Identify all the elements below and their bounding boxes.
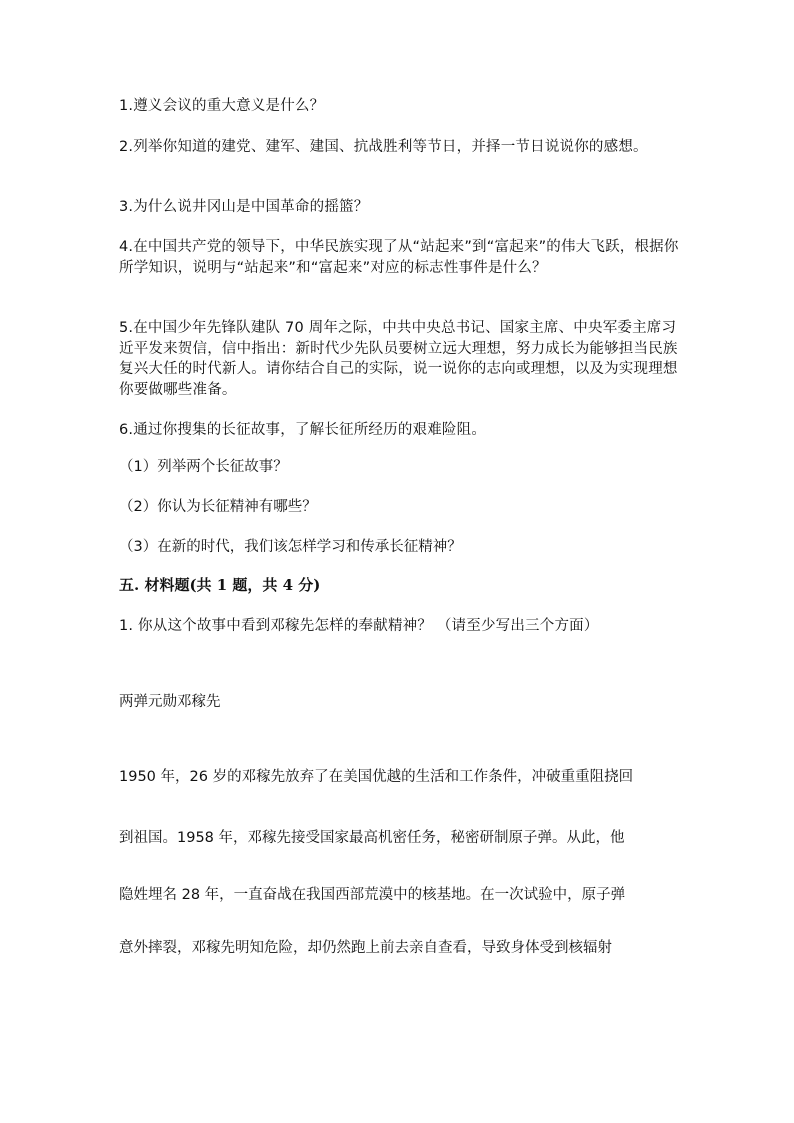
story-line-3: 隐姓埋名 28 年，一直奋战在我国西部荒漠中的核基地。在一次试验中，原子弹 [119, 887, 626, 903]
question-5: 5.在中国少年先锋队建队 70 周年之际，中共中央总书记、国家主席、中央军委主席习近平发来贺信，信中指出：新时代少先队员要树立远大理想，努力成长为能够担当民族复兴大任的时代新人。请你结合自己的实际，说一说你的志向或理想，以及为实现理想你要做哪些准备。 [119, 320, 678, 398]
question-4: 4.在中国共产党的领导下，中华民族实现了从“站起来”到“富起来”的伟大飞跃，根据你所学知识，说明与“站起来”和“富起来”对应的标志性事件是什么？ [119, 239, 679, 276]
subquestion-1: （1）列举两个长征故事？ [119, 459, 288, 475]
story-line-1: 1950 年，26 岁的邓稼先放弃了在美国优越的生活和工作条件，冲破重重阻挠回 [119, 769, 634, 785]
subquestion-2: （2）你认为长征精神有哪些？ [119, 499, 317, 515]
section-heading: 五. 材料题(共 1 题，共 4 分) [119, 576, 321, 594]
question-1: 1.遵义会议的重大意义是什么？ [119, 98, 325, 114]
story-line-4: 意外摔裂，邓稼先明知危险，却仍然跑上前去亲自查看，导致身体受到核辐射 [119, 940, 612, 956]
material-question: 1. 你从这个故事中看到邓稼先怎样的奉献精神？ （请至少写出三个方面） [119, 618, 599, 634]
story-line-2: 到祖国。1958 年，邓稼先接受国家最高机密任务，秘密研制原子弹。从此，他 [119, 830, 625, 846]
question-6: 6.通过你搜集的长征故事，了解长征所经历的艰难险阻。 [119, 422, 487, 438]
question-3: 3.为什么说井冈山是中国革命的摇篮？ [119, 199, 369, 215]
story-title: 两弹元勋邓稼先 [119, 694, 221, 710]
subquestion-3: （3）在新的时代，我们该怎样学习和传承长征精神？ [119, 539, 462, 555]
question-2: 2.列举你知道的建党、建军、建国、抗战胜利等节日，并择一节日说说你的感想。 [119, 139, 648, 155]
